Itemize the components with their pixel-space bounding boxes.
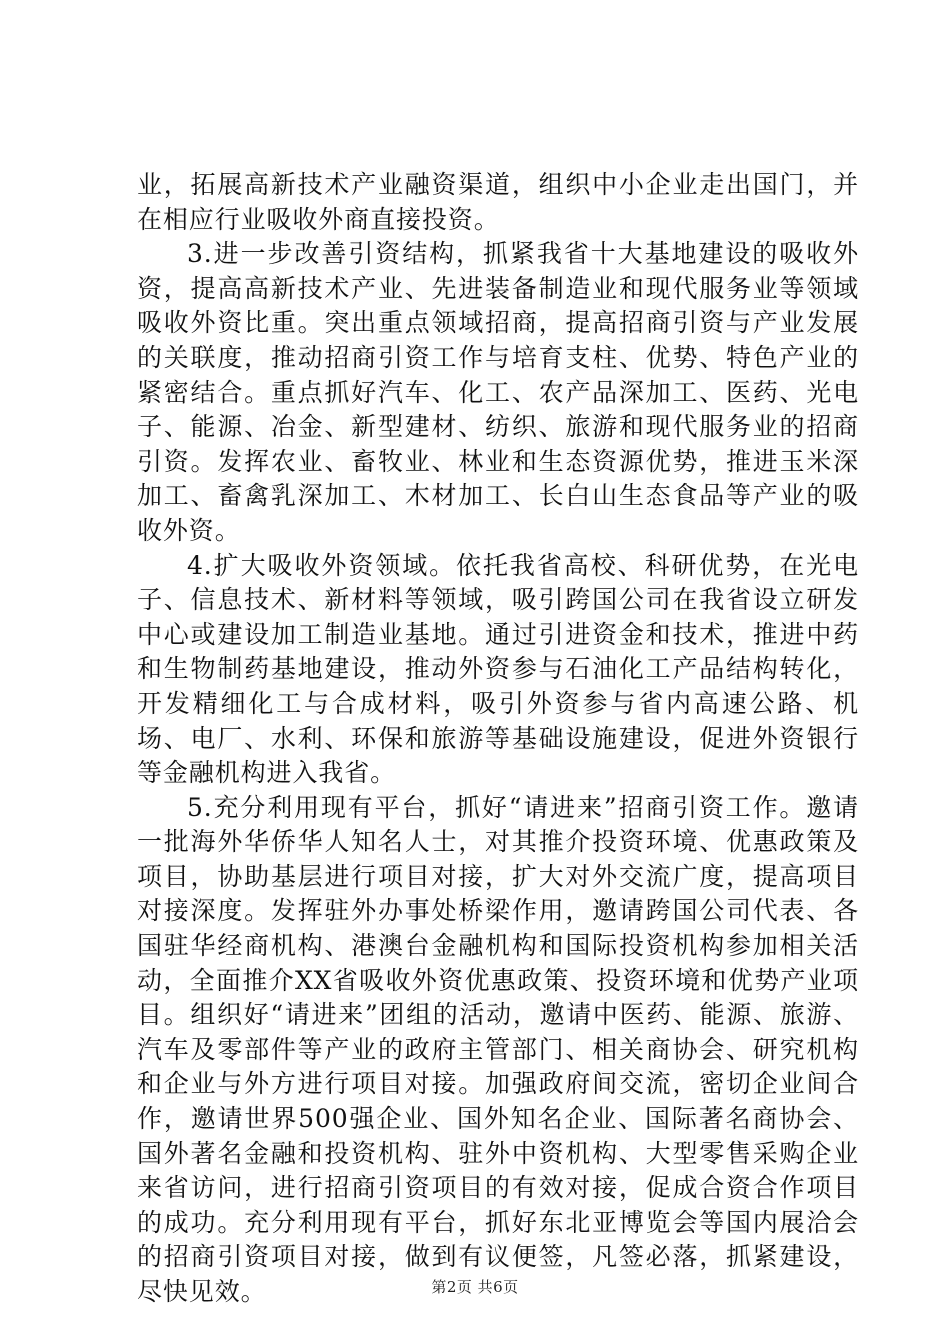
paragraph-item-5: 5.充分利用现有平台，抓好“请进来”招商引资工作。邀请一批海外华侨华人知名人士，对其推介投资环境、优惠政策及项目，协助基层进行项目对接，扩大对外交流广度，提高项目对接深度。发挥驻外办事处桥梁作用，邀请跨国公司代表、各国驻华经商机构、港澳台金融机构和国际投资机构参加相关活动，全面推介XX省吸收外资优惠政策、投资环境和优势产业项目。组织好“请进来”团组的活动，邀请中医药、能源、旅游、汽车及零部件等产业的政府主管部门、相关商协会、研究机构和企业与外方进行项目对接。加强政府间交流，密切企业间合作，邀请世界500强企业、国外知名企业、国际著名商协会、国外著名金融和投资机构、驻外中资机构、大型零售采购企业来省访问，进行招商引资项目的有效对接，促成合资合作项目的成功。充分利用现有平台，抓好东北亚博览会等国内展洽会的招商引资项目对接，做到有议便签，凡签必落，抓紧建设，尽快见效。 bbox=[137, 792, 859, 1306]
paragraph-item-4: 4.扩大吸收外资领域。依托我省高校、科研优势，在光电子、信息技术、新材料等领域，吸引跨国公司在我省设立研发中心或建设加工制造业基地。通过引进资金和技术，推进中药和生物制药基地建设，推动外资参与石油化工产品结构转化，开发精细化工与合成材料，吸引外资参与省内高速公路、机场、电厂、水利、环保和旅游等基础设施建设，促进外资银行等金融机构进入我省。 bbox=[137, 550, 859, 788]
page-number-footer: 第2页 共6页 bbox=[431, 1278, 519, 1296]
paragraph-continued: 业，拓展高新技术产业融资渠道，组织中小企业走出国门，并在相应行业吸收外商直接投资。 bbox=[137, 170, 859, 234]
paragraph-item-3: 3.进一步改善引资结构，抓紧我省十大基地建设的吸收外资，提高高新技术产业、先进装备制造业和现代服务业等领域吸收外资比重。突出重点领域招商，提高招商引资与产业发展的关联度，推动招商引资工作与培育支柱、优势、特色产业的紧密结合。重点抓好汽车、化工、农产品深加工、医药、光电子、能源、冶金、新型建材、纺织、旅游和现代服务业的招商引资。发挥农业、畜牧业、林业和生态资源优势，推进玉米深加工、畜禽乳深加工、木材加工、长白山生态食品等产业的吸收外资。 bbox=[137, 239, 859, 545]
document-body bbox=[137, 168, 859, 1310]
